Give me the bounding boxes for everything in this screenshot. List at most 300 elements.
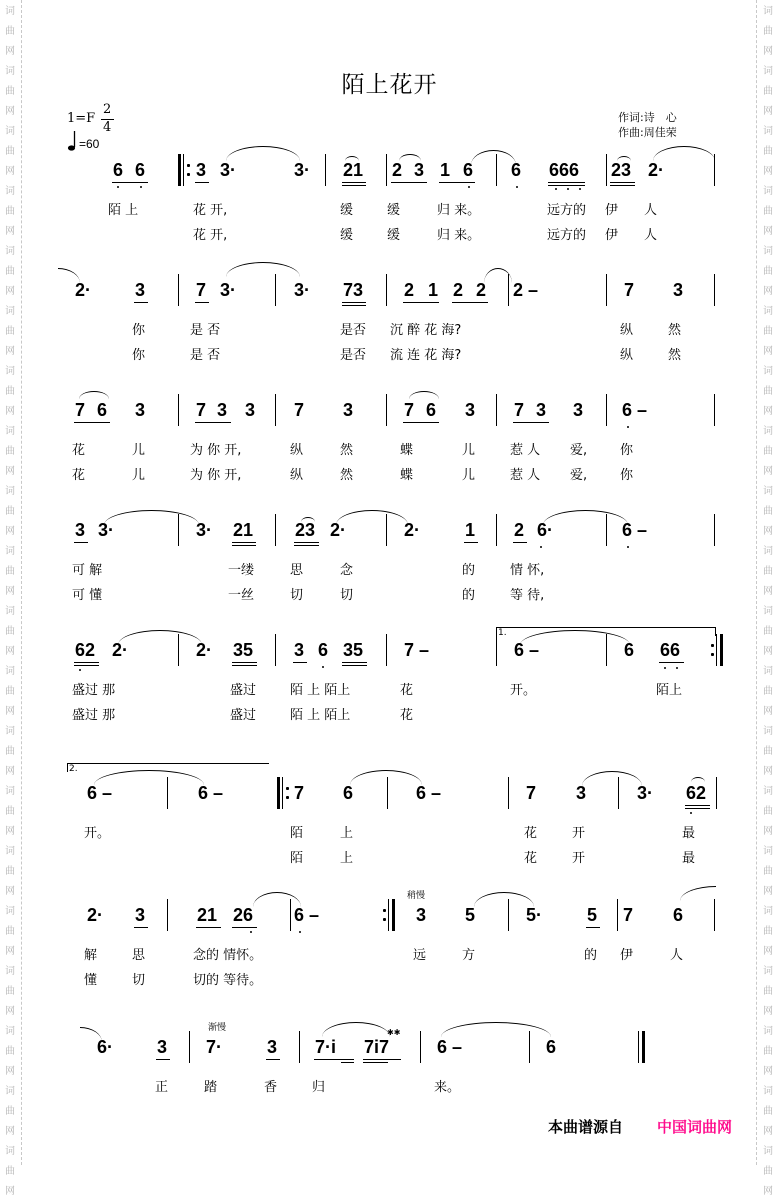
watermark-char: 曲 xyxy=(5,686,15,697)
watermark-char: 曲 xyxy=(763,326,773,337)
watermark-char: 词 xyxy=(763,486,773,497)
lyric-verse-1: 念的 情怀。 xyxy=(193,948,263,963)
lyric-verse-1: 伊 xyxy=(605,203,619,218)
barline-thick xyxy=(392,899,395,931)
lower-octave-dot xyxy=(579,188,581,190)
note: 6 xyxy=(135,160,146,180)
right-margin-line xyxy=(756,0,757,1165)
lyric-verse-1: 远 xyxy=(413,948,427,963)
repeat-dot xyxy=(286,796,289,799)
tie xyxy=(253,892,301,907)
watermark-char: 网 xyxy=(5,766,15,777)
note: 73 xyxy=(343,280,364,300)
source-site-link[interactable]: 中国词曲网 xyxy=(657,1118,733,1136)
watermark-char: 词 xyxy=(763,666,773,677)
watermark-char: 曲 xyxy=(5,86,15,97)
watermark-char: 曲 xyxy=(763,446,773,457)
note: 7 xyxy=(196,280,207,300)
watermark-char: 网 xyxy=(763,526,773,537)
underline xyxy=(403,422,439,423)
tie xyxy=(471,150,516,165)
barline xyxy=(496,394,497,426)
watermark-char: 网 xyxy=(5,406,15,417)
watermark-char: 曲 xyxy=(763,506,773,517)
underline xyxy=(342,665,367,666)
watermark-char: 词 xyxy=(5,546,15,557)
watermark-char: 曲 xyxy=(5,1106,15,1117)
lower-octave-dot xyxy=(627,546,629,548)
lyric-verse-2: 惹 人 xyxy=(510,468,541,483)
note: 6 xyxy=(113,160,124,180)
underline xyxy=(513,542,527,543)
lyric-verse-2: 花 xyxy=(72,468,86,483)
lyric-verse-2: 陌 xyxy=(290,851,304,866)
underline xyxy=(195,422,231,423)
lower-octave-dot xyxy=(567,188,569,190)
watermark-char: 词 xyxy=(763,366,773,377)
note: 62 xyxy=(75,640,96,660)
underline xyxy=(363,1059,401,1060)
lyric-verse-2: 是否 xyxy=(340,348,367,363)
watermark-char: 词 xyxy=(5,426,15,437)
note: 2 xyxy=(392,160,403,180)
underline xyxy=(403,302,439,303)
watermark-char: 词 xyxy=(763,126,773,137)
watermark-char: 词 xyxy=(763,186,773,197)
watermark-char: 曲 xyxy=(763,566,773,577)
lyric-verse-2: 盛过 xyxy=(230,708,257,723)
note: 3 xyxy=(217,400,228,420)
barline-thick xyxy=(178,154,181,186)
lyric-verse-1: 的 xyxy=(584,948,598,963)
lyric-verse-1: 方 xyxy=(462,948,476,963)
lyric-verse-2: 伊 xyxy=(605,228,619,243)
note: 2 xyxy=(404,280,415,300)
note: 6 – xyxy=(514,640,540,660)
repeat-dot xyxy=(187,164,190,167)
barline xyxy=(275,274,276,306)
lower-octave-dot xyxy=(250,931,252,933)
slur xyxy=(617,156,631,161)
note: 6 – xyxy=(622,520,648,540)
lyric-verse-1: 情 怀, xyxy=(510,563,545,578)
lyric-verse-2: 盛过 那 xyxy=(72,708,116,723)
watermark-char: 网 xyxy=(5,826,15,837)
note: 5 xyxy=(465,905,476,925)
lyric-verse-1: 上 xyxy=(340,826,354,841)
volta-label: 1. xyxy=(498,628,507,638)
tie xyxy=(118,630,202,645)
slur xyxy=(322,1022,390,1037)
lyric-verse-2: 等 待, xyxy=(510,588,545,603)
lyric-verse-2: 是 否 xyxy=(190,348,221,363)
slur xyxy=(409,391,439,399)
barline-thin xyxy=(716,634,717,666)
watermark-char: 曲 xyxy=(5,146,15,157)
watermark-char: 网 xyxy=(763,346,773,357)
underline xyxy=(342,662,367,663)
note: 3 xyxy=(75,520,86,540)
barline xyxy=(178,394,179,426)
lyric-verse-1: 陌 上 xyxy=(108,203,139,218)
note: 2 – xyxy=(513,280,539,300)
watermark-char: 网 xyxy=(5,946,15,957)
underline xyxy=(548,185,585,186)
lyric-verse-2: 纵 xyxy=(290,468,304,483)
underline xyxy=(294,542,319,543)
underline xyxy=(112,182,148,183)
watermark-char: 网 xyxy=(5,1066,15,1077)
note: 35 xyxy=(343,640,364,660)
watermark-char: 词 xyxy=(5,1026,15,1037)
barline xyxy=(275,634,276,666)
note: 6 xyxy=(546,1037,557,1057)
watermark-char: 网 xyxy=(763,1066,773,1077)
watermark-char: 词 xyxy=(5,726,15,737)
lyric-verse-1: 盛过 那 xyxy=(72,683,116,698)
watermark-char: 词 xyxy=(5,786,15,797)
lyric-verse-1: 是 否 xyxy=(190,323,221,338)
watermark-char: 词 xyxy=(763,726,773,737)
note: 1 xyxy=(440,160,451,180)
quarter-note-icon xyxy=(67,130,77,152)
lyric-verse-1: 惹 人 xyxy=(510,443,541,458)
lower-octave-dot xyxy=(516,186,518,188)
note: 3· xyxy=(98,520,115,540)
watermark-char: 网 xyxy=(763,946,773,957)
note: 6 – xyxy=(416,783,442,803)
watermark-char: 曲 xyxy=(5,326,15,337)
note: 7 xyxy=(623,905,634,925)
watermark-char: 曲 xyxy=(5,806,15,817)
lyric-verse-2: 懂 xyxy=(84,973,98,988)
watermark-char: 网 xyxy=(5,1006,15,1017)
lower-octave-dot xyxy=(117,186,119,188)
watermark-char: 网 xyxy=(763,766,773,777)
watermark-char: 网 xyxy=(5,526,15,537)
underline xyxy=(196,927,221,928)
tie xyxy=(441,1022,551,1037)
barline xyxy=(714,274,715,306)
watermark-char: 曲 xyxy=(763,746,773,757)
barline xyxy=(275,394,276,426)
tie xyxy=(226,146,300,161)
lyric-verse-1: 沉 醉 花 海? xyxy=(390,323,462,338)
barline-thin xyxy=(638,1031,639,1063)
watermark-char: 网 xyxy=(5,226,15,237)
lyric-verse-2: 你 xyxy=(132,348,146,363)
lyric-verse-1: 蝶 xyxy=(400,443,414,458)
underline xyxy=(232,545,256,546)
note: 3 xyxy=(414,160,425,180)
note: 3· xyxy=(294,160,311,180)
note: 7 – xyxy=(404,640,430,660)
underline xyxy=(452,302,488,303)
tempo-marking: =60 xyxy=(79,137,100,151)
lyric-verse-2: 花 xyxy=(524,851,538,866)
watermark-char: 词 xyxy=(763,1086,773,1097)
watermark-char: 词 xyxy=(5,846,15,857)
note: 6 xyxy=(463,160,474,180)
underline xyxy=(74,665,99,666)
underline xyxy=(586,927,600,928)
tempo-change-marking: 渐慢 xyxy=(208,1023,227,1033)
underline xyxy=(342,185,366,186)
composer: 作曲:周佳荣 xyxy=(618,126,677,139)
barline xyxy=(606,394,607,426)
underline xyxy=(293,662,307,663)
tie-continuation xyxy=(58,268,80,283)
lyric-verse-1: 为 你 开, xyxy=(190,443,242,458)
watermark-char: 网 xyxy=(5,1126,15,1137)
tie xyxy=(104,510,199,525)
slur xyxy=(301,517,315,522)
barline-thick xyxy=(720,634,723,666)
watermark-char: 曲 xyxy=(5,1166,15,1177)
note: 6 – xyxy=(87,783,113,803)
watermark-char: 词 xyxy=(5,6,15,17)
note: 7 xyxy=(196,400,207,420)
watermark-char: 网 xyxy=(763,1186,773,1197)
watermark-char: 曲 xyxy=(5,986,15,997)
watermark-char: 曲 xyxy=(763,1046,773,1057)
watermark-char: 曲 xyxy=(763,686,773,697)
watermark-char: 曲 xyxy=(763,806,773,817)
lower-octave-dot xyxy=(555,188,557,190)
lyric-verse-1: 陌 上 陌上 xyxy=(290,683,351,698)
underline xyxy=(156,1059,170,1060)
tie xyxy=(680,886,716,901)
lyric-verse-2: 然 xyxy=(668,348,682,363)
note: 7· xyxy=(206,1037,223,1057)
underline xyxy=(439,182,475,183)
lyric-verse-1: 纵 xyxy=(620,323,634,338)
watermark-char: 词 xyxy=(763,786,773,797)
lyric-verse-2: 儿 xyxy=(132,468,146,483)
note: 3· xyxy=(220,280,237,300)
lyric-verse-1: 来。 xyxy=(434,1080,461,1095)
underline xyxy=(266,1059,280,1060)
lyric-verse-1: 开。 xyxy=(84,826,111,841)
note: 7 xyxy=(294,783,305,803)
watermark-char: 曲 xyxy=(763,206,773,217)
slur xyxy=(691,777,705,782)
note: 26 xyxy=(233,905,254,925)
note: 5 xyxy=(587,905,598,925)
note: 2 xyxy=(453,280,464,300)
barline-thin xyxy=(388,899,389,931)
lyric-verse-2: 远方的 xyxy=(547,228,587,243)
underline xyxy=(74,662,99,663)
underline xyxy=(363,1062,388,1063)
underline xyxy=(232,927,257,928)
watermark-char: 网 xyxy=(763,406,773,417)
watermark-char: 网 xyxy=(763,706,773,717)
watermark-char: 网 xyxy=(5,106,15,117)
barline xyxy=(299,1031,300,1063)
barline xyxy=(386,154,387,186)
lyric-verse-2: 花 开, xyxy=(193,228,228,243)
watermark-char: 词 xyxy=(763,1026,773,1037)
watermark-char: 词 xyxy=(5,906,15,917)
lyric-verse-2: 流 连 花 海? xyxy=(390,348,462,363)
slur xyxy=(345,156,359,161)
barline xyxy=(189,1031,190,1063)
lyric-verse-2: 纵 xyxy=(620,348,634,363)
note: 3· xyxy=(196,520,213,540)
watermark-char: 词 xyxy=(5,1146,15,1157)
lyric-verse-2: 切 xyxy=(290,588,304,603)
watermark-char: 网 xyxy=(763,46,773,57)
note: 3 xyxy=(135,280,146,300)
watermark-char: 曲 xyxy=(5,386,15,397)
note: 3 xyxy=(536,400,547,420)
source-label: 本曲谱源自 xyxy=(548,1118,624,1136)
note: 1 xyxy=(465,520,476,540)
lyric-verse-1: 香 xyxy=(264,1080,278,1095)
watermark-char: 网 xyxy=(5,166,15,177)
lyric-verse-1: 儿 xyxy=(462,443,476,458)
lyric-verse-2: 蝶 xyxy=(400,468,414,483)
watermark-char: 词 xyxy=(763,1146,773,1157)
watermark-char: 曲 xyxy=(763,866,773,877)
repeat-dot xyxy=(187,173,190,176)
lyric-verse-1: 踏 xyxy=(204,1080,218,1095)
watermark-char: 曲 xyxy=(5,566,15,577)
lower-octave-dot xyxy=(322,666,324,668)
watermark-char: 词 xyxy=(763,6,773,17)
lyric-verse-1: 的 xyxy=(462,563,476,578)
key-signature: 1=F xyxy=(67,111,96,126)
note: 6 xyxy=(426,400,437,420)
repeat-dot xyxy=(383,909,386,912)
note: 1 xyxy=(428,280,439,300)
underline xyxy=(341,1062,354,1063)
underline xyxy=(232,662,257,663)
underline xyxy=(134,302,148,303)
lyric-verse-2: 切的 等待。 xyxy=(193,973,263,988)
lyric-verse-1: 思 xyxy=(132,948,146,963)
note: 7 xyxy=(294,400,305,420)
note: 7 xyxy=(624,280,635,300)
lyric-verse-1: 正 xyxy=(155,1080,169,1095)
lyric-verse-2: 归 来。 xyxy=(437,228,481,243)
tie xyxy=(484,268,512,283)
note: 3 xyxy=(157,1037,168,1057)
watermark-char: 网 xyxy=(763,166,773,177)
lower-octave-dot xyxy=(676,667,678,669)
mordent-icon: ✱✱ xyxy=(387,1028,401,1037)
watermark-char: 网 xyxy=(763,1126,773,1137)
lyric-verse-2: 你 xyxy=(620,468,634,483)
note: 6· xyxy=(97,1037,114,1057)
lower-octave-dot xyxy=(79,669,81,671)
watermark-char: 曲 xyxy=(763,1106,773,1117)
score-title: 陌上花开 xyxy=(341,72,438,98)
watermark-char: 网 xyxy=(763,886,773,897)
watermark-char: 词 xyxy=(5,666,15,677)
note: 6 xyxy=(624,640,635,660)
watermark-char: 曲 xyxy=(5,746,15,757)
watermark-char: 词 xyxy=(763,306,773,317)
note: 2· xyxy=(75,280,92,300)
note: 2· xyxy=(404,520,421,540)
watermark-char: 词 xyxy=(5,306,15,317)
time-signature-bottom: 4 xyxy=(103,120,112,135)
note: 62 xyxy=(686,783,707,803)
lyric-verse-2: 缓 xyxy=(387,228,401,243)
note: 21 xyxy=(197,905,218,925)
note: 6 – xyxy=(437,1037,463,1057)
watermark-char: 词 xyxy=(5,246,15,257)
lyric-verse-1: 花 开, xyxy=(193,203,228,218)
barline xyxy=(386,274,387,306)
watermark-char: 曲 xyxy=(5,206,15,217)
watermark-char: 网 xyxy=(5,886,15,897)
note: 7·i xyxy=(315,1037,337,1057)
note: 3· xyxy=(294,280,311,300)
lyric-verse-1: 人 xyxy=(670,948,684,963)
watermark-char: 词 xyxy=(763,66,773,77)
lyric-verse-1: 一缕 xyxy=(228,563,255,578)
lyric-verse-1: 儿 xyxy=(132,443,146,458)
barline xyxy=(606,274,607,306)
watermark-char: 网 xyxy=(763,586,773,597)
note: 2 xyxy=(476,280,487,300)
slur xyxy=(79,391,109,399)
tie xyxy=(653,146,715,161)
watermark-char: 词 xyxy=(5,606,15,617)
watermark-char: 词 xyxy=(763,606,773,617)
barline-thick xyxy=(277,777,280,809)
volta-label: 2. xyxy=(69,764,78,774)
lower-octave-dot xyxy=(299,931,301,933)
lower-octave-dot xyxy=(468,186,470,188)
repeat-dot xyxy=(383,918,386,921)
note: 7i7 xyxy=(364,1037,390,1057)
underline xyxy=(610,185,635,186)
lyric-verse-2: 人 xyxy=(644,228,658,243)
lyric-verse-1: 然 xyxy=(340,443,354,458)
watermark-char: 曲 xyxy=(763,26,773,37)
lower-octave-dot xyxy=(664,667,666,669)
underline xyxy=(513,422,549,423)
lyric-verse-1: 花 xyxy=(400,683,414,698)
watermark-char: 网 xyxy=(763,286,773,297)
note: 6 – xyxy=(294,905,320,925)
lyric-verse-2: 开 xyxy=(572,851,586,866)
lower-octave-dot xyxy=(690,812,692,814)
repeat-dot xyxy=(711,644,714,647)
lyric-verse-1: 归 来。 xyxy=(437,203,481,218)
note: 6· xyxy=(537,520,554,540)
note: 666 xyxy=(549,160,580,180)
watermark-char: 曲 xyxy=(763,1166,773,1177)
watermark-char: 网 xyxy=(763,826,773,837)
lyric-verse-1: 陌上 xyxy=(656,683,683,698)
underline xyxy=(342,302,366,303)
slur xyxy=(399,154,421,161)
watermark-char: 网 xyxy=(5,466,15,477)
tempo-change-marking: 稍慢 xyxy=(407,891,426,901)
barline xyxy=(386,634,387,666)
lyric-verse-2: 切 xyxy=(340,588,354,603)
note: 2· xyxy=(196,640,213,660)
watermark-char: 词 xyxy=(5,126,15,137)
lyric-verse-2: 陌 上 陌上 xyxy=(290,708,351,723)
lyric-verse-1: 是否 xyxy=(340,323,367,338)
lyric-verse-2: 上 xyxy=(340,851,354,866)
